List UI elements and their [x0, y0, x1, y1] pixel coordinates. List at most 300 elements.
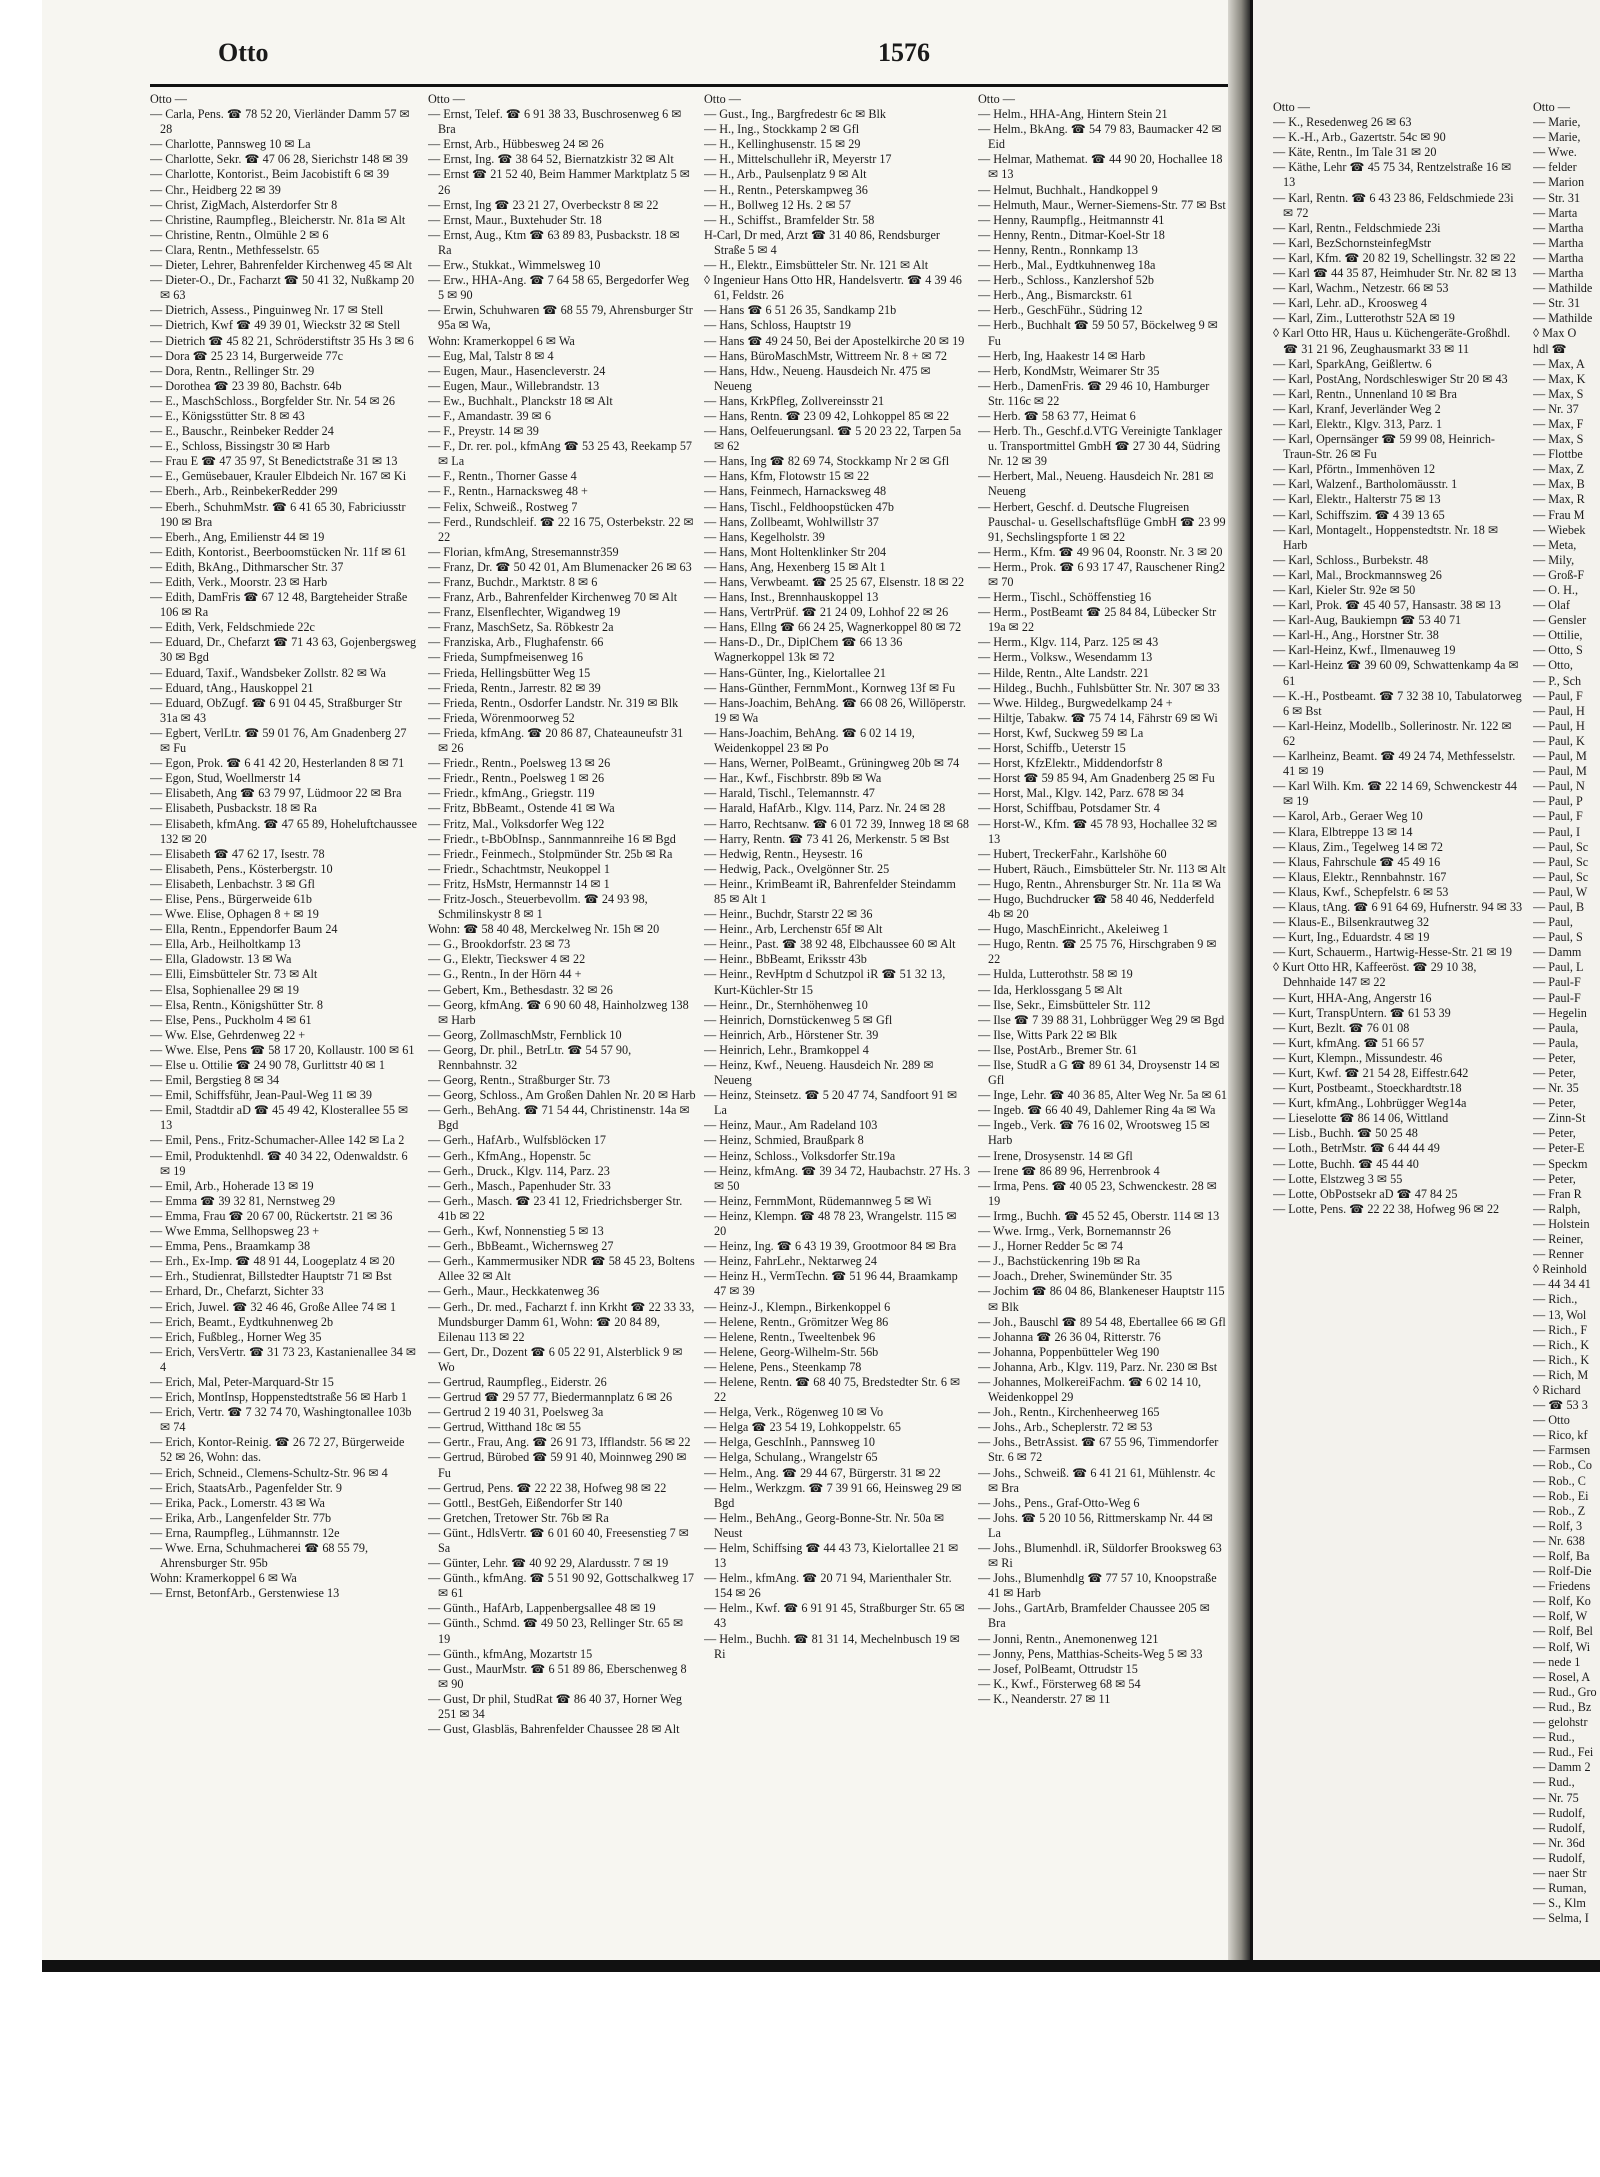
- directory-entry: — Hedwig, Rentn., Heysestr. 16: [704, 846, 863, 861]
- directory-entry: — Irene ☎ 86 89 96, Herrenbrook 4: [978, 1163, 1160, 1178]
- directory-entry: — Wwe Emma, Sellhopsweg 23 +: [150, 1224, 320, 1239]
- directory-entry: — Rob., Ei: [1533, 1488, 1589, 1503]
- directory-entry: — Wwe. Hildeg., Burgwedelkamp 24 +: [978, 695, 1173, 710]
- directory-entry: — Gebert, Km., Bethesdastr. 32 ✉ 26: [428, 982, 613, 997]
- directory-entry: — Herm., Klgv. 114, Parz. 125 ✉ 43: [978, 635, 1159, 650]
- directory-entry: — Karol, Arb., Geraer Weg 10: [1273, 809, 1423, 824]
- directory-entry: — Frieda, Rentn., Osdorfer Landstr. Nr. 319 ✉ Blk: [428, 695, 679, 710]
- directory-entry: — Helga, Schulang., Wrangelstr 65: [704, 1450, 878, 1465]
- directory-entry: — Paul, H: [1533, 718, 1585, 733]
- directory-entry: — Johs., GartArb, Bramfelder Chaussee 205 ✉ Bra: [978, 1601, 1210, 1631]
- directory-entry: H-Carl, Dr med, Arzt ☎ 31 40 86, Rendsburger Straße 5 ✉ 4: [704, 227, 940, 257]
- directory-entry: — Gertrud, Pens. ☎ 22 22 38, Hofweg 98 ✉ 22: [428, 1480, 667, 1495]
- directory-entry: — Max, B: [1533, 477, 1585, 492]
- directory-entry: — Hans, Hdw., Neueng. Hausdeich Nr. 475 ✉ Neueng: [704, 363, 931, 393]
- directory-entry: — Lotte, Pens. ☎ 22 22 38, Hofweg 96 ✉ 22: [1273, 1201, 1500, 1216]
- directory-entry: — Paul, H: [1533, 703, 1585, 718]
- directory-entry: — Frieda, Rentn., Jarrestr. 82 ✉ 39: [428, 680, 601, 695]
- directory-entry: — Hugo, MaschEinricht., Akeleiweg 1: [978, 922, 1169, 937]
- directory-entry: — Karl, Schiffszim. ☎ 4 39 13 65: [1273, 507, 1445, 522]
- directory-entry: — Herb. ☎ 58 63 77, Heimat 6: [978, 408, 1136, 423]
- directory-entry: — Kurt, Schauerm., Hartwig-Hesse-Str. 21 ✉ 19: [1273, 945, 1513, 960]
- directory-entry: — Ilse, StudR a G ☎ 89 61 34, Droysenstr 14 ✉ Gfl: [978, 1058, 1220, 1088]
- directory-entry: — Hans, Kfm, Flotowstr 15 ✉ 22: [704, 469, 870, 484]
- directory-entry: — Marion: [1533, 175, 1585, 190]
- directory-entry: — Hans-Günter, Ing., Kielortallee 21: [704, 665, 886, 680]
- directory-entry: — Eduard, tAng., Hauskoppel 21: [150, 680, 314, 695]
- page-header: [218, 38, 1218, 78]
- directory-entry: — Ww. Else, Gehrdenweg 22 +: [150, 1027, 306, 1042]
- column-heading: Otto —: [150, 92, 187, 106]
- directory-entry: — Chr., Heidberg 22 ✉ 39: [150, 182, 281, 197]
- directory-entry: — Dietrich, Kwf ☎ 49 39 01, Wieckstr 32 ✉ Stell: [150, 318, 401, 333]
- directory-entry: — Ernst, Maur., Buxtehuder Str. 18: [428, 212, 602, 227]
- directory-entry: — K., Kwf., Försterweg 68 ✉ 54: [978, 1676, 1141, 1691]
- directory-entry: — Ernst, Telef. ☎ 6 91 38 33, Buschrosenweg 6 ✉ Bra: [428, 107, 682, 137]
- directory-entry: — Gertrud ☎ 29 57 77, Biedermannplatz 6 ✉ 26: [428, 1390, 673, 1405]
- directory-entry: — Heinz, FahrLehr., Nektarweg 24: [704, 1254, 877, 1269]
- directory-entry: — Käthe, Lehr ☎ 45 75 34, Rentzelstraße 16 ✉ 13: [1273, 160, 1512, 190]
- directory-entry: — naer Str: [1533, 1865, 1587, 1880]
- directory-entry: — Karl, Opernsänger ☎ 59 99 08, Heinrich-Traun-Str. 26 ✉ Fu: [1273, 432, 1495, 462]
- directory-entry: — Gerh., Kwf, Nonnenstieg 5 ✉ 13: [428, 1224, 604, 1239]
- directory-entry: — Fritz, BbBeamt., Ostende 41 ✉ Wa: [428, 801, 615, 816]
- directory-entry: — Rob., Co: [1533, 1458, 1592, 1473]
- directory-entry: — Wiebek: [1533, 522, 1586, 537]
- directory-entry: — Rob., Z: [1533, 1503, 1586, 1518]
- directory-entry: — E., MaschSchloss., Borgfelder Str. Nr. 54 ✉ 26: [150, 393, 395, 408]
- directory-entry: — Erika, Pack., Lomerstr. 43 ✉ Wa: [150, 1495, 325, 1510]
- directory-entry: — Erna, Raumpfleg., Lühmannstr. 12e: [150, 1525, 340, 1540]
- directory-entry: — Emil, Pens., Fritz-Schumacher-Allee 142 ✉ La 2: [150, 1133, 405, 1148]
- directory-entry: — Emil, Arb., Hoherade 13 ✉ 19: [150, 1178, 314, 1193]
- directory-entry: — Käte, Rentn., Im Tale 31 ✉ 20: [1273, 145, 1437, 160]
- directory-entry: — Rich.,: [1533, 1292, 1578, 1307]
- directory-entry: — F., Rentn., Harnacksweg 48 +: [428, 484, 588, 499]
- directory-entry: — Gust., MaurMstr. ☎ 6 51 89 86, Eberschenweg 8 ✉ 90: [428, 1661, 687, 1691]
- directory-entry: — Paula,: [1533, 1035, 1579, 1050]
- directory-entry: — K., Resedenweg 26 ✉ 63: [1273, 115, 1412, 130]
- directory-entry: — Emma, Frau ☎ 20 67 00, Rückertstr. 21 ✉ 36: [150, 1208, 393, 1223]
- column-heading: Otto —: [704, 92, 741, 106]
- directory-entry: — Paul-F: [1533, 990, 1581, 1005]
- directory-entry: — Helm., BehAng., Georg-Bonne-Str. Nr. 50a ✉ Neust: [704, 1510, 945, 1540]
- directory-entry: — 13, Wol: [1533, 1307, 1587, 1322]
- directory-entry: — Helm., Ang. ☎ 29 44 67, Bürgerstr. 31 ✉ 22: [704, 1465, 941, 1480]
- directory-entry: — Rudolf,: [1533, 1850, 1586, 1865]
- directory-entry: — Hans, Tischl., Feldhoopstücken 47b: [704, 499, 894, 514]
- directory-entry: — Gerh., BehAng. ☎ 71 54 44, Christinenstr. 14a ✉ Bgd: [428, 1103, 690, 1133]
- directory-entry: — Friedr., Rentn., Poelsweg 13 ✉ 26: [428, 756, 611, 771]
- directory-entry: — Paul, K: [1533, 733, 1585, 748]
- directory-entry: — Rud.,: [1533, 1775, 1575, 1790]
- directory-entry: — Franziska, Arb., Flughafenstr. 66: [428, 635, 604, 650]
- directory-entry: — Frieda, Sumpfmeisenweg 16: [428, 650, 584, 665]
- directory-entry: — Karl, SparkAng, Geißlertw. 6: [1273, 356, 1432, 371]
- directory-entry: — Paul, M: [1533, 749, 1587, 764]
- directory-entry: — Rolf, 3: [1533, 1518, 1583, 1533]
- directory-entry: — Herbert, Geschf. d. Deutsche Flugreisen Pauschal- u. Gesellschaftsflüge GmbH ☎ 23 99 91, Sechslingspforte 1 ✉ 22: [978, 499, 1226, 544]
- directory-entry: — Heinz, Maur., Am Radeland 103: [704, 1118, 878, 1133]
- directory-entry: — Franz, Dr. ☎ 50 42 01, Am Blumenacker 26 ✉ 63: [428, 559, 692, 574]
- directory-entry: — Edith, Verk., Moorstr. 23 ✉ Harb: [150, 575, 328, 589]
- directory-entry: — Eberh., Arb., ReinbekerRedder 299: [150, 484, 338, 499]
- directory-entry: — Gust, Dr phil, StudRat ☎ 86 40 37, Horner Weg 251 ✉ 34: [428, 1691, 682, 1722]
- directory-entry: — Charlotte, Pannsweg 10 ✉ La: [150, 137, 311, 152]
- directory-entry: — Max, R: [1533, 492, 1585, 507]
- directory-entry: — E., Bauschr., Reinbeker Redder 24: [150, 424, 334, 439]
- directory-entry: — Karl-Heinz ☎ 39 60 09, Schwattenkamp 4a ✉ 61: [1273, 658, 1519, 688]
- directory-entry: — Gerh., Dr. med., Facharzt f. inn Krkht ☎ 22 33 33, Mundsburger Damm 61, Wohn: ☎ 20 84 89, Eilenau 113 ✉ 22: [428, 1299, 695, 1344]
- directory-entry: — Johs., BetrAssist. ☎ 67 55 96, Timmendorfer Str. 6 ✉ 72: [978, 1435, 1219, 1465]
- directory-entry: — Johanna ☎ 26 36 04, Ritterstr. 76: [978, 1329, 1161, 1344]
- directory-entry: — J., Bachstückenring 19b ✉ Ra: [978, 1254, 1141, 1269]
- directory-entry: — Helmuth, Maur., Werner-Siemens-Str. 77 ✉ Bst: [978, 197, 1226, 212]
- directory-entry: — Martha: [1533, 220, 1584, 235]
- directory-entry: — Klaus, Zim., Tegelweg 14 ✉ 72: [1273, 839, 1443, 854]
- directory-entry: — Henny, Rentn., Ditmar-Koel-Str 18: [978, 227, 1165, 242]
- directory-entry: — Hedwig, Pack., Ovelgönner Str. 25: [704, 861, 890, 876]
- directory-entry: — Ernst ☎ 21 52 40, Beim Hammer Marktplatz 5 ✉ 26: [428, 167, 690, 197]
- directory-entry: — Eberh., Ang, Emilienstr 44 ✉ 19: [150, 529, 325, 544]
- directory-entry: — Helga, GeschInh., Pannsweg 10: [704, 1435, 875, 1450]
- book-gutter: [1228, 0, 1250, 2177]
- directory-entry: — Rob., C: [1533, 1473, 1586, 1488]
- directory-entry: — Hans ☎ 6 51 26 35, Sandkamp 21b: [704, 303, 897, 318]
- directory-entry: — Günth., kfmAng, Mozartstr 15: [428, 1646, 593, 1661]
- directory-entry: — Hans, Oelfeuerungsanl. ☎ 5 20 23 22, Tarpen 5a ✉ 62: [704, 424, 962, 454]
- directory-entry: — Rolf, Bel: [1533, 1624, 1593, 1639]
- directory-entry: — Günth., HafArb, Lappenbergsallee 48 ✉ 19: [428, 1601, 656, 1616]
- directory-entry: — Franz, MaschSetz, Sa. Röbkestr 2a: [428, 620, 614, 635]
- directory-entry: — Ruman,: [1533, 1881, 1587, 1896]
- directory-entry: — Jochim ☎ 86 04 86, Blankeneser Hauptstr 115 ✉ Blk: [978, 1284, 1225, 1314]
- directory-entry: ◊ Ingenieur Hans Otto HR, Handelsvertr. ☎ 4 39 46 61, Feldstr. 26: [704, 273, 962, 303]
- directory-entry: — Rud., Gro: [1533, 1684, 1597, 1699]
- directory-entry: — Gerh., KfmAng., Hopenstr. 5c: [428, 1148, 591, 1163]
- directory-entry: — Elisabeth, Ang ☎ 63 79 97, Lüdmoor 22 ✉ Bra: [150, 786, 402, 801]
- directory-entry: — Karl Wilh. Km. ☎ 22 14 69, Schwenckestr 44 ✉ 19: [1273, 779, 1517, 809]
- directory-entry: — Hans ☎ 49 24 50, Bei der Apostelkirche 20 ✉ 19: [704, 333, 965, 348]
- directory-entry: — Rich., K: [1533, 1337, 1590, 1352]
- directory-entry: — Ernst, Ing. ☎ 38 64 52, Biernatzkistr 32 ✉ Alt: [428, 152, 674, 167]
- directory-entry: — S., Klm: [1533, 1896, 1586, 1911]
- directory-entry: — Paul, N: [1533, 779, 1585, 794]
- directory-entry: — Gertrud, Bürobed ☎ 59 91 40, Moinnweg 290 ✉ Fu: [428, 1450, 687, 1480]
- directory-entry: — Paul, Sc: [1533, 839, 1589, 854]
- directory-entry: — Lotte, Buchh. ☎ 45 44 40: [1273, 1156, 1419, 1171]
- directory-entry: — Erich, Beamt., Eydtkuhnenweg 2b: [150, 1314, 334, 1329]
- directory-entry: — Karlheinz, Beamt. ☎ 49 24 74, Methfesselstr. 41 ✉ 19: [1273, 749, 1516, 779]
- directory-entry: — Herm., Prok. ☎ 6 93 17 47, Rauschener Ring2 ✉ 70: [978, 559, 1226, 589]
- directory-column-1: [150, 92, 418, 1952]
- directory-entry: — Jonny, Pens, Matthias-Scheits-Weg 5 ✉ 33: [978, 1646, 1203, 1661]
- directory-entry: — Erh., Studienrat, Billstedter Hauptstr 71 ✉ Bst: [150, 1269, 392, 1284]
- directory-entry: — Fritz-Josch., Steuerbevollm. ☎ 24 93 98, Schmilinskystr 8 ✉ 1: [428, 891, 648, 922]
- directory-entry: — Helm., HHA-Ang, Hintern Stein 21: [978, 107, 1168, 122]
- directory-entry: — Hans, Zollbeamt, Wohlwillstr 37: [704, 514, 879, 529]
- scan-margin: [0, 1972, 1600, 2177]
- directory-entry: — Marie,: [1533, 115, 1581, 130]
- directory-entry: — Karl ☎ 44 35 87, Heimhuder Str. Nr. 82 ✉ 13: [1273, 266, 1517, 281]
- directory-entry: — Hilde, Rentn., Alte Landstr. 221: [978, 665, 1149, 680]
- directory-entry: — Florian, kfmAng, Stresemannstr359: [428, 544, 619, 559]
- facing-column-2: [1533, 100, 1600, 1960]
- directory-entry: — Karl-Aug, Baukiempn ☎ 53 40 71: [1273, 613, 1462, 628]
- directory-entry: — Paul, W: [1533, 884, 1588, 899]
- directory-entry: — Zinn-St: [1533, 1111, 1586, 1126]
- directory-entry: — Heinz, FernmMont, Rüdemannweg 5 ✉ Wi: [704, 1193, 932, 1208]
- directory-entry: — Hans, Ing ☎ 82 69 74, Stockkamp Nr 2 ✉ Gfl: [704, 454, 950, 469]
- directory-entry: — Georg, Schloss., Am Großen Dahlen Nr. 20 ✉ Harb: [428, 1088, 696, 1103]
- directory-entry: — Hubert, TreckerFahr., Karlshöhe 60: [978, 846, 1167, 861]
- directory-entry: — Herb., GeschFühr., Südring 12: [978, 303, 1143, 318]
- directory-entry: — Ilse, Witts Park 22 ✉ Blk: [978, 1027, 1118, 1042]
- directory-entry: — Heinz-J., Klempn., Birkenkoppel 6: [704, 1299, 891, 1314]
- directory-entry: — Ilse, Sekr., Eimsbütteler Str. 112: [978, 997, 1151, 1012]
- directory-entry: — Lieselotte ☎ 86 14 06, Wittland: [1273, 1111, 1449, 1126]
- directory-entry: — Georg, Dr. phil., BetrLtr. ☎ 54 57 90, Rennbahnstr. 32: [428, 1042, 632, 1072]
- directory-entry: — Henny, Rentn., Ronnkamp 13: [978, 242, 1139, 257]
- directory-entry: — Georg, Rentn., Straßburger Str. 73: [428, 1073, 611, 1088]
- directory-entry: — Speckm: [1533, 1156, 1588, 1171]
- directory-entry: — Helmar, Mathemat. ☎ 44 90 20, Hochallee 18 ✉ 13: [978, 152, 1223, 182]
- directory-entry: — Peter,: [1533, 1126, 1576, 1141]
- directory-entry: — Günth., Schmd. ☎ 49 50 23, Rellinger Str. 65 ✉ 19: [428, 1616, 684, 1646]
- directory-column-4: [978, 92, 1228, 1952]
- directory-entry: — Heinr., KrimBeamt iR, Bahrenfelder Steindamm 85 ✉ Alt 1: [704, 876, 956, 906]
- directory-entry: — Ernst, Aug., Ktm ☎ 63 89 83, Pusbackstr. 18 ✉ Ra: [428, 227, 680, 257]
- directory-entry: — Friedens: [1533, 1579, 1591, 1594]
- directory-entry: — Elisabeth ☎ 47 62 17, Isestr. 78: [150, 846, 325, 861]
- directory-entry: — Gerh., Kammermusiker NDR ☎ 58 45 23, Boltens Allee 32 ✉ Alt: [428, 1254, 695, 1284]
- directory-entry: — Joach., Dreher, Swinemünder Str. 35: [978, 1269, 1173, 1284]
- directory-entry: — Max, S: [1533, 432, 1584, 447]
- directory-entry: — Ernst, BetonfArb., Gerstenwiese 13: [150, 1586, 340, 1601]
- directory-entry: — Herb., DamenFris. ☎ 29 46 10, Hamburger Str. 116c ✉ 22: [978, 378, 1210, 408]
- directory-entry: — Karl, PostAng, Nordschleswiger Str 20 ✉ 43: [1273, 371, 1508, 386]
- directory-entry: — Helene, Georg-Wilhelm-Str. 56b: [704, 1344, 879, 1359]
- directory-entry: — F., Preystr. 14 ✉ 39: [428, 424, 539, 439]
- directory-entry: — H., Kellinghusenstr. 15 ✉ 29: [704, 137, 861, 152]
- directory-column-2: [428, 92, 696, 1952]
- directory-entry: — Karl, Kfm. ☎ 20 82 19, Schellingstr. 32 ✉ 22: [1273, 250, 1516, 265]
- directory-entry: — Hans-Joachim, BehAng. ☎ 66 08 26, Willöperstr. 19 ✉ Wa: [704, 695, 966, 725]
- directory-entry: — Paul, Sc: [1533, 854, 1589, 869]
- directory-entry: — Str. 31: [1533, 190, 1581, 205]
- directory-entry: — Klaus, Fahrschule ☎ 45 49 16: [1273, 854, 1441, 869]
- directory-entry: — Eduard, Dr., Chefarzt ☎ 71 43 63, Gojenbergsweg 30 ✉ Bgd: [150, 635, 417, 665]
- directory-entry: — Ilse ☎ 7 39 88 31, Lohbrügger Weg 29 ✉ Bgd: [978, 1012, 1225, 1027]
- directory-entry: — Herb, Ing, Haakestr 14 ✉ Harb: [978, 348, 1146, 363]
- directory-entry: — Paul, I: [1533, 824, 1581, 839]
- directory-entry: — Kurt, HHA-Ang, Angerstr 16: [1273, 990, 1432, 1005]
- directory-entry: — Heinz, Ing. ☎ 6 43 19 39, Grootmoor 84 ✉ Bra: [704, 1239, 957, 1254]
- directory-entry: — Martha: [1533, 266, 1584, 281]
- directory-entry: — Franz, Arb., Bahrenfelder Kirchenweg 70 ✉ Alt: [428, 590, 678, 605]
- directory-entry: — Peter,: [1533, 1096, 1576, 1111]
- directory-entry: — Heinr., BbBeamt, Eriksstr 43b: [704, 952, 867, 967]
- directory-entry: — Gerh., Maur., Heckkatenweg 36: [428, 1284, 600, 1299]
- directory-entry: — Hans, Feinmech, Harnacksweg 48: [704, 484, 887, 499]
- directory-entry: — Helm., BkAng. ☎ 54 79 83, Baumacker 42 ✉ Eid: [978, 122, 1222, 152]
- directory-entry: — Hans, Werner, PolBeamt., Grüningweg 20b ✉ 74: [704, 756, 960, 771]
- directory-entry: — Hubert, Räuch., Eimsbütteler Str. Nr. 113 ✉ Alt: [978, 861, 1226, 876]
- directory-entry: — Karl, Elektr., Halterstr 75 ✉ 13: [1273, 492, 1441, 507]
- directory-entry: — O. H.,: [1533, 583, 1579, 597]
- directory-entry: — Ella, Arb., Heilholtkamp 13: [150, 937, 301, 952]
- directory-entry: — E., Gemüsebauer, Krauler Elbdeich Nr. 167 ✉ Ki: [150, 469, 407, 484]
- directory-entry: — ☎ 53 3: [1533, 1398, 1588, 1413]
- directory-entry: — 44 34 41: [1533, 1277, 1591, 1292]
- directory-entry: — Elsa, Rentn., Königshütter Str. 8: [150, 997, 323, 1012]
- directory-entry: — Hulda, Lutterothstr. 58 ✉ 19: [978, 967, 1133, 982]
- directory-entry: — H., Bollweg 12 Hs. 2 ✉ 57: [704, 197, 851, 212]
- directory-entry: — Fritz, HsMstr, Hermannstr 14 ✉ 1: [428, 876, 610, 891]
- directory-entry: — Edith, Verk, Feldschmiede 22c: [150, 620, 315, 635]
- directory-entry: — Harald, HafArb., Klgv. 114, Parz. Nr. 24 ✉ 28: [704, 801, 946, 816]
- directory-entry: — Wwe. Else, Pens ☎ 58 17 20, Kollaustr. 100 ✉ 61: [150, 1042, 415, 1057]
- directory-entry: — Eduard, ObZugf. ☎ 6 91 04 45, Straßburger Str 31a ✉ 43: [150, 695, 402, 725]
- directory-entry: — Else u. Ottilie ☎ 24 90 78, Gurlittstr 40 ✉ 1: [150, 1058, 385, 1072]
- directory-entry: — H., Arb., Paulsenplatz 9 ✉ Alt: [704, 167, 867, 182]
- directory-entry: — Reiner,: [1533, 1232, 1584, 1247]
- directory-entry: — Hans-Joachim, BehAng. ☎ 6 02 14 19, Weidenkoppel 23 ✉ Po: [704, 725, 915, 756]
- directory-entry: — Lotte, ObPostsekr aD ☎ 47 84 25: [1273, 1186, 1458, 1201]
- column-heading: Otto —: [978, 92, 1015, 106]
- directory-entry: — Karl, Walzenf., Bartholomäusstr. 1: [1273, 477, 1458, 492]
- directory-entry: — F., Rentn., Thorner Gasse 4: [428, 469, 577, 484]
- directory-entry: — Helmut, Buchhalt., Handkoppel 9: [978, 182, 1158, 197]
- directory-entry: — Franz, Elsenflechter, Wigandweg 19: [428, 605, 621, 620]
- directory-entry: — Rudolf,: [1533, 1805, 1586, 1820]
- directory-entry: — Dora, Rentn., Rellinger Str. 29: [150, 363, 315, 378]
- directory-entry: — Karl, Kieler Str. 92e ✉ 50: [1273, 583, 1416, 597]
- facing-page: [1250, 0, 1600, 2177]
- directory-entry: — Frieda, Hellingsbütter Weg 15: [428, 665, 591, 680]
- directory-entry: — Dietrich, Assess., Pinguinweg Nr. 17 ✉ Stell: [150, 303, 384, 318]
- directory-entry: — Harry, Rentn. ☎ 73 41 26, Merkenstr. 5 ✉ Bst: [704, 831, 950, 846]
- directory-entry: — H., Schiffst., Bramfelder Str. 58: [704, 212, 875, 227]
- directory-entry: — Paul, Sc: [1533, 869, 1589, 884]
- directory-entry: — Friedr., Feinmech., Stolpmünder Str. 25b ✉ Ra: [428, 846, 673, 861]
- directory-entry: — Elli, Eimsbütteler Str. 73 ✉ Alt: [150, 967, 318, 982]
- directory-entry: — Erika, Arb., Langenfelder Str. 77b: [150, 1510, 332, 1525]
- directory-entry: — Elisabeth, Pens., Kösterbergstr. 10: [150, 861, 333, 876]
- column-heading: Otto —: [428, 92, 465, 106]
- directory-entry: — Karl-Heinz, Modellb., Sollerinostr. Nr. 122 ✉ 62: [1273, 718, 1512, 748]
- directory-entry: — nede 1: [1533, 1654, 1581, 1669]
- directory-entry: — Frieda, Wörenmoorweg 52: [428, 710, 575, 725]
- directory-entry: — Karl, Montagelt., Hoppenstedtstr. Nr. 18 ✉ Harb: [1273, 522, 1499, 552]
- directory-entry: — Paul, F: [1533, 688, 1583, 703]
- directory-entry: — Gerh., HafArb., Wulfsblöcken 17: [428, 1133, 606, 1148]
- directory-entry: — Max, S: [1533, 386, 1584, 401]
- directory-column-3: [704, 92, 970, 1952]
- directory-entry: — Christ, ZigMach, Alsterdorfer Str 8: [150, 197, 338, 212]
- directory-entry: — Josef, PolBeamt, Ottrudstr 15: [978, 1661, 1138, 1676]
- directory-entry: — Dora ☎ 25 23 14, Burgerweide 77c: [150, 348, 343, 363]
- directory-entry: — Rolf-Die: [1533, 1564, 1592, 1579]
- directory-entry: — Heinr., RevHptm d Schutzpol iR ☎ 51 32 13, Kurt-Küchler-Str 15: [704, 967, 946, 997]
- directory-entry: — Kurt, kfmAng., Lohbrügger Weg14a: [1273, 1096, 1467, 1111]
- directory-entry: — Heinz, Kwf., Neueng. Hausdeich Nr. 289 ✉ Neueng: [704, 1058, 934, 1088]
- directory-entry: — Eugen, Maur., Hasencleverstr. 24: [428, 363, 606, 378]
- header-rule: [150, 84, 1228, 87]
- directory-entry: — Rosel, A: [1533, 1669, 1591, 1684]
- directory-entry: — K.-H., Arb., Gazertstr. 54c ✉ 90: [1273, 130, 1446, 145]
- directory-entry: — Georg, ZollmaschMstr, Fernblick 10: [428, 1027, 622, 1042]
- directory-entry: — Karl, Schloss., Burbekstr. 48: [1273, 552, 1429, 567]
- directory-entry: ◊ Reinhold: [1533, 1262, 1587, 1277]
- directory-entry: — Klaus, Kwf., Schepfelstr. 6 ✉ 53: [1273, 884, 1449, 899]
- directory-entry: — Otto, S: [1533, 643, 1583, 658]
- directory-entry: — Joh., Bauschl ☎ 89 54 48, Ebertallee 66 ✉ Gfl: [978, 1314, 1226, 1329]
- directory-entry: — Hans, BüroMaschMstr, Wittreem Nr. 8 + ✉ 72: [704, 348, 948, 363]
- directory-entry: — Kurt, Bezlt. ☎ 76 01 08: [1273, 1020, 1410, 1035]
- directory-entry: — Dietrich ☎ 45 82 21, Schröderstiftstr 35 Hs 3 ✉ 6: [150, 333, 414, 348]
- directory-entry: — Karl, Lehr. aD., Kroosweg 4: [1273, 296, 1427, 311]
- directory-entry: — Erich, StaatsArb., Pagenfelder Str. 9: [150, 1480, 342, 1495]
- directory-entry: — Kurt, Ing., Eduardstr. 4 ✉ 19: [1273, 930, 1430, 945]
- directory-entry: — Damm: [1533, 945, 1582, 960]
- directory-entry: — Emil, Bergstieg 8 ✉ 34: [150, 1073, 280, 1088]
- directory-entry: — Gertrud, Raumpfleg., Eiderstr. 26: [428, 1374, 607, 1389]
- directory-entry: — Gertrud 2 19 40 31, Poelsweg 3a: [428, 1405, 604, 1420]
- directory-entry: — Hans, Schloss, Hauptstr 19: [704, 318, 851, 333]
- directory-entry: — Johs., Blumenhdl. iR, Süldorfer Brooksweg 63 ✉ Ri: [978, 1541, 1222, 1571]
- directory-entry: — F., Amandastr. 39 ✉ 6: [428, 408, 551, 423]
- directory-entry: — Johs., Arb., Scheplerstr. 72 ✉ 53: [978, 1420, 1153, 1435]
- directory-entry: — Elisabeth, Pusbackstr. 18 ✉ Ra: [150, 801, 317, 816]
- directory-entry: ◊ Max O: [1533, 326, 1577, 341]
- directory-entry: — Henny, Raumpflg., Heitmannstr 41: [978, 212, 1165, 227]
- directory-entry: — Hans, Ang, Hexenberg 15 ✉ Alt 1: [704, 559, 886, 574]
- directory-entry: — Nr. 638: [1533, 1533, 1585, 1548]
- directory-entry: — Horst ☎ 59 85 94, Am Gnadenberg 25 ✉ Fu: [978, 771, 1215, 786]
- directory-entry: — Elise, Pens., Bürgerweide 61b: [150, 891, 312, 906]
- column-heading: Otto —: [1533, 100, 1570, 114]
- facing-column-1: [1273, 100, 1523, 1960]
- directory-entry: — Paul-F: [1533, 975, 1581, 990]
- directory-entry: — Else, Pens., Puckholm 4 ✉ 61: [150, 1012, 312, 1027]
- directory-entry: — Gretchen, Tretower Str. 76b ✉ Ra: [428, 1510, 609, 1525]
- directory-entry: — Marie,: [1533, 130, 1581, 145]
- directory-entry: — Erich, Kontor-Reinig. ☎ 26 72 27, Bürgerweide 52 ✉ 26, Wohn: das.: [150, 1435, 405, 1465]
- directory-entry: — Horst, Schiffbau, Potsdamer Str. 4: [978, 801, 1160, 816]
- directory-entry: — Paula,: [1533, 1020, 1579, 1035]
- directory-entry: — Herb., Ang., Bismarckstr. 61: [978, 288, 1133, 303]
- directory-entry: — Paul, M: [1533, 764, 1587, 779]
- directory-entry: — Dorothea ☎ 23 39 80, Bachstr. 64b: [150, 378, 342, 393]
- directory-entry: — Horst, KfzElektr., Middendorfstr 8: [978, 756, 1163, 771]
- directory-entry: — Karl-H., Ang., Horstner Str. 38: [1273, 628, 1439, 643]
- directory-entry: — Peter,: [1533, 1066, 1576, 1080]
- directory-entry: — Gertr., Frau, Ang. ☎ 26 91 73, Ifflandstr. 56 ✉ 22: [428, 1435, 691, 1450]
- directory-entry: — Günter, Lehr. ☎ 40 92 29, Alardusstr. 7 ✉ 19: [428, 1556, 669, 1571]
- directory-entry: — Edith, Kontorist., Beerboomstücken Nr. 11f ✉ 61: [150, 544, 407, 559]
- directory-entry: — Ida, Herklossgang 5 ✉ Alt: [978, 982, 1123, 997]
- directory-entry: — Gust., Ing., Bargfredestr 6c ✉ Blk: [704, 107, 886, 122]
- directory-entry: — Rud., Fei: [1533, 1745, 1594, 1760]
- directory-entry: — Emil, Stadtdir aD ☎ 45 49 42, Klosterallee 55 ✉ 13: [150, 1103, 409, 1133]
- directory-entry: — Günth., kfmAng. ☎ 5 51 90 92, Gottschalkweg 17 ✉ 61: [428, 1571, 695, 1601]
- directory-entry: — Renner: [1533, 1247, 1584, 1262]
- directory-entry: — Gerh., BbBeamt., Wichernsweg 27: [428, 1239, 614, 1254]
- directory-entry: — Friedr., Rentn., Poelsweg 1 ✉ 26: [428, 771, 605, 786]
- directory-entry: — Kurt, Klempn., Missundestr. 46: [1273, 1050, 1443, 1065]
- directory-entry: — Nr. 36d: [1533, 1835, 1585, 1850]
